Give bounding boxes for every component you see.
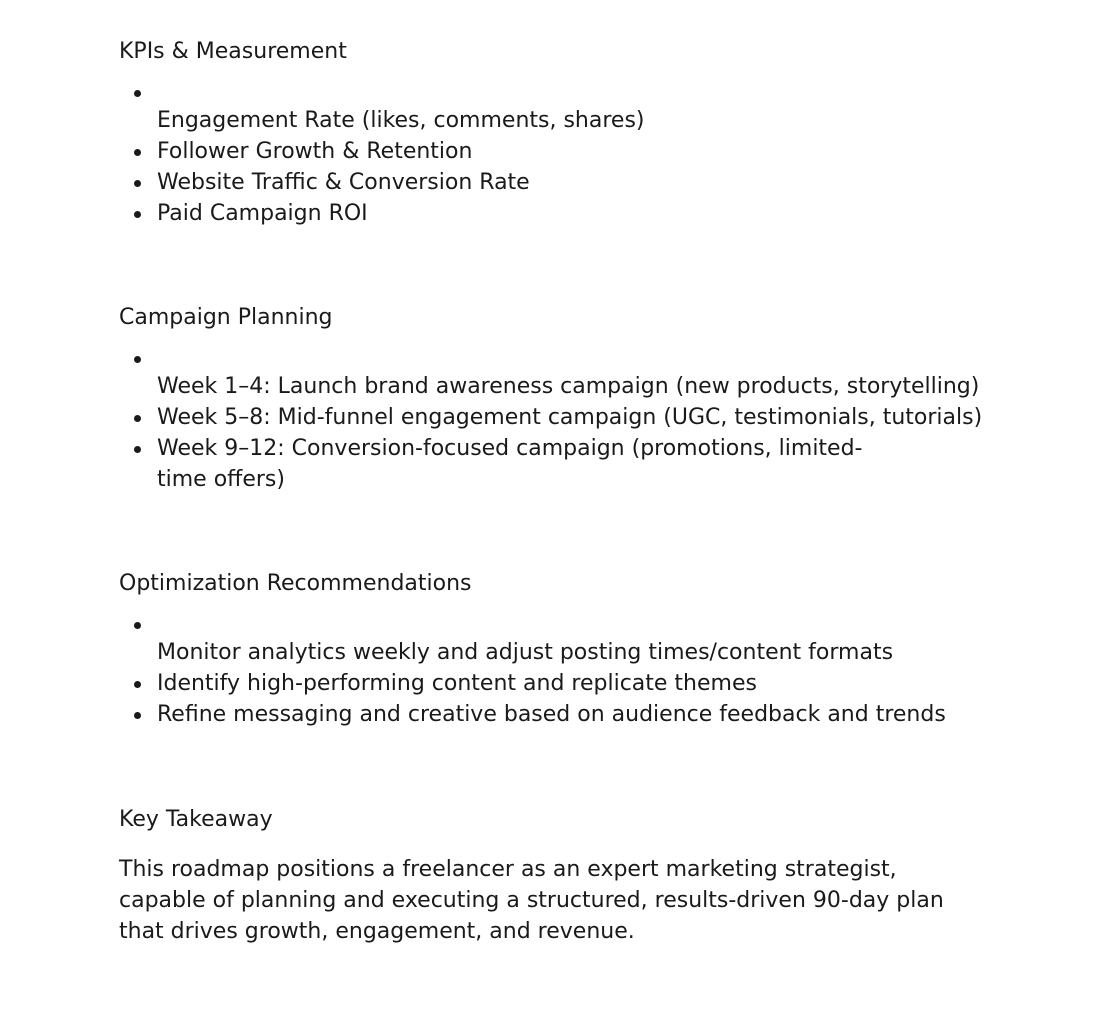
list-item: Monitor analytics weekly and adjust posting times/content formats xyxy=(119,611,989,668)
list-item: Week 1–4: Launch brand awareness campaign (new products, storytelling) xyxy=(119,345,989,402)
list-item: Follower Growth & Retention xyxy=(119,136,989,167)
optimization-list xyxy=(119,611,989,730)
campaign-planning-list xyxy=(119,345,989,495)
list-item: Paid Campaign ROI xyxy=(119,198,989,229)
kpis-list xyxy=(119,79,989,229)
list-item: Engagement Rate (likes, comments, shares) xyxy=(119,79,989,136)
takeaway-paragraph: This roadmap positions a freelancer as an expert marketing strategist, capable of planning and executing a structured, results-driven 90-day plan that drives growth, engagement, and revenue. xyxy=(119,857,944,944)
list-item: Week 9–12: Conversion-focused campaign (promotions, limited-time offers) xyxy=(119,433,989,495)
section-heading-campaign-planning: Campaign Planning xyxy=(119,305,333,330)
section-heading-optimization: Optimization Recommendations xyxy=(119,571,472,596)
list-item: Refine messaging and creative based on audience feedback and trends xyxy=(119,699,989,730)
section-heading-kpis: KPIs & Measurement xyxy=(119,39,347,64)
section-heading-key-takeaway: Key Takeaway xyxy=(119,807,273,832)
list-item: Website Traffic & Conversion Rate xyxy=(119,167,989,198)
list-item: Week 5–8: Mid-funnel engagement campaign (UGC, testimonials, tutorials) xyxy=(119,402,989,433)
list-item: Identify high-performing content and replicate themes xyxy=(119,668,989,699)
